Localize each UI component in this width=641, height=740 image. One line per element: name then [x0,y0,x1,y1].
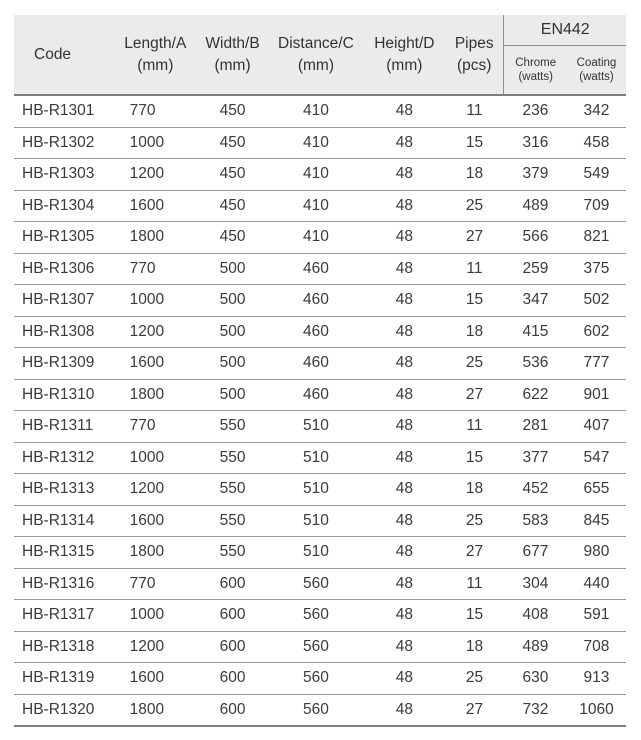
cell-width: 600 [197,694,268,726]
header-chrome [504,46,567,96]
header-distance [268,15,364,95]
cell-code: HB-R1313 [14,474,114,506]
header-pipes [445,15,504,95]
cell-coating-watts: 407 [567,411,626,443]
header-chrome-label: Chrome [515,57,557,69]
cell-width: 550 [197,411,268,443]
cell-pipes: 11 [445,568,504,600]
cell-pipes: 27 [445,379,504,411]
cell-length: 1600 [114,348,197,380]
cell-code: HB-R1312 [14,442,114,474]
cell-pipes: 18 [445,316,504,348]
cell-coating-watts: 980 [567,537,626,569]
table-row [14,411,626,443]
cell-length: 1600 [114,505,197,537]
cell-width: 600 [197,663,268,695]
cell-pipes: 25 [445,663,504,695]
cell-distance: 510 [268,505,364,537]
cell-height: 48 [364,537,445,569]
cell-width: 450 [197,159,268,191]
cell-pipes: 27 [445,537,504,569]
cell-pipes: 25 [445,505,504,537]
cell-height: 48 [364,694,445,726]
cell-chrome-watts: 452 [504,474,567,506]
cell-chrome-watts: 536 [504,348,567,380]
header-en442: EN442 [504,15,626,46]
table-row [14,253,626,285]
cell-chrome-watts: 379 [504,159,567,191]
cell-distance: 410 [268,95,364,127]
cell-height: 48 [364,442,445,474]
header-width-label: Width/B [205,34,260,52]
cell-pipes: 11 [445,253,504,285]
cell-pipes: 11 [445,411,504,443]
cell-chrome-watts: 236 [504,95,567,127]
cell-coating-watts: 602 [567,316,626,348]
cell-chrome-watts: 304 [504,568,567,600]
cell-chrome-watts: 281 [504,411,567,443]
cell-pipes: 15 [445,600,504,632]
cell-length: 1600 [114,190,197,222]
cell-pipes: 15 [445,285,504,317]
cell-code: HB-R1309 [14,348,114,380]
cell-length: 770 [114,253,197,285]
cell-chrome-watts: 347 [504,285,567,317]
cell-chrome-watts: 489 [504,190,567,222]
cell-code: HB-R1308 [14,316,114,348]
cell-height: 48 [364,474,445,506]
cell-length: 1800 [114,537,197,569]
cell-length: 770 [114,95,197,127]
cell-height: 48 [364,663,445,695]
cell-coating-watts: 591 [567,600,626,632]
table-row [14,600,626,632]
cell-width: 450 [197,95,268,127]
cell-coating-watts: 655 [567,474,626,506]
cell-code: HB-R1305 [14,222,114,254]
cell-width: 600 [197,600,268,632]
cell-code: HB-R1316 [14,568,114,600]
header-distance-label: Distance/C [278,34,354,52]
cell-length: 1800 [114,694,197,726]
cell-chrome-watts: 583 [504,505,567,537]
table-row [14,379,626,411]
table-row [14,222,626,254]
cell-code: HB-R1303 [14,159,114,191]
cell-code: HB-R1302 [14,127,114,159]
cell-width: 500 [197,316,268,348]
cell-distance: 560 [268,631,364,663]
cell-length: 1800 [114,222,197,254]
cell-pipes: 27 [445,694,504,726]
cell-length: 1000 [114,600,197,632]
cell-coating-watts: 440 [567,568,626,600]
table-row [14,316,626,348]
cell-code: HB-R1320 [14,694,114,726]
cell-distance: 460 [268,379,364,411]
cell-width: 550 [197,474,268,506]
cell-code: HB-R1315 [14,537,114,569]
cell-height: 48 [364,411,445,443]
cell-distance: 410 [268,190,364,222]
table-row [14,694,626,726]
radiator-spec-table [14,15,626,727]
cell-length: 1800 [114,379,197,411]
cell-height: 48 [364,600,445,632]
header-code: Code [14,15,114,95]
table-row [14,190,626,222]
cell-pipes: 15 [445,442,504,474]
table-row [14,95,626,127]
cell-code: HB-R1306 [14,253,114,285]
cell-height: 48 [364,505,445,537]
cell-length: 1000 [114,127,197,159]
cell-code: HB-R1319 [14,663,114,695]
cell-coating-watts: 845 [567,505,626,537]
cell-coating-watts: 1060 [567,694,626,726]
cell-height: 48 [364,631,445,663]
header-height-unit: (mm) [386,56,423,74]
header-coating [567,46,626,96]
cell-chrome-watts: 566 [504,222,567,254]
cell-pipes: 25 [445,190,504,222]
table-row [14,568,626,600]
table-body [14,95,626,726]
header-height [364,15,445,95]
table-row [14,285,626,317]
cell-distance: 410 [268,222,364,254]
table-row [14,348,626,380]
cell-width: 500 [197,285,268,317]
cell-coating-watts: 342 [567,95,626,127]
header-pipes-label: Pipes [454,34,494,52]
header-width-unit: (mm) [214,56,251,74]
cell-pipes: 15 [445,127,504,159]
cell-height: 48 [364,285,445,317]
cell-chrome-watts: 415 [504,316,567,348]
cell-width: 450 [197,190,268,222]
cell-width: 600 [197,631,268,663]
cell-distance: 510 [268,411,364,443]
cell-length: 1600 [114,663,197,695]
cell-code: HB-R1301 [14,95,114,127]
cell-pipes: 18 [445,159,504,191]
header-distance-unit: (mm) [297,56,334,74]
cell-distance: 510 [268,442,364,474]
cell-distance: 560 [268,694,364,726]
cell-coating-watts: 547 [567,442,626,474]
cell-width: 500 [197,253,268,285]
table-row [14,159,626,191]
cell-width: 600 [197,568,268,600]
cell-code: HB-R1317 [14,600,114,632]
header-coating-unit: (watts) [579,71,614,83]
header-length [114,15,197,95]
table-row [14,127,626,159]
cell-distance: 510 [268,474,364,506]
table-row [14,537,626,569]
cell-coating-watts: 821 [567,222,626,254]
cell-coating-watts: 777 [567,348,626,380]
cell-pipes: 18 [445,474,504,506]
cell-chrome-watts: 259 [504,253,567,285]
cell-distance: 460 [268,253,364,285]
cell-height: 48 [364,253,445,285]
cell-width: 550 [197,442,268,474]
cell-pipes: 27 [445,222,504,254]
cell-code: HB-R1318 [14,631,114,663]
cell-coating-watts: 549 [567,159,626,191]
header-height-label: Height/D [374,34,435,52]
cell-coating-watts: 709 [567,190,626,222]
table-row [14,505,626,537]
spec-table-container [14,15,626,727]
cell-chrome-watts: 316 [504,127,567,159]
table-row [14,631,626,663]
cell-pipes: 11 [445,95,504,127]
header-width [197,15,268,95]
cell-code: HB-R1310 [14,379,114,411]
cell-chrome-watts: 630 [504,663,567,695]
cell-height: 48 [364,159,445,191]
cell-width: 550 [197,505,268,537]
cell-chrome-watts: 677 [504,537,567,569]
cell-length: 770 [114,411,197,443]
cell-height: 48 [364,127,445,159]
cell-distance: 510 [268,537,364,569]
cell-code: HB-R1307 [14,285,114,317]
cell-length: 770 [114,568,197,600]
cell-distance: 460 [268,285,364,317]
cell-height: 48 [364,95,445,127]
header-coating-label: Coating [576,57,617,69]
cell-length: 1200 [114,316,197,348]
cell-height: 48 [364,568,445,600]
cell-height: 48 [364,379,445,411]
cell-chrome-watts: 622 [504,379,567,411]
cell-distance: 560 [268,663,364,695]
cell-height: 48 [364,222,445,254]
cell-chrome-watts: 377 [504,442,567,474]
cell-distance: 460 [268,348,364,380]
cell-length: 1200 [114,159,197,191]
cell-width: 450 [197,127,268,159]
header-length-label: Length/A [124,34,187,52]
table-row [14,442,626,474]
cell-width: 550 [197,537,268,569]
header-chrome-unit: (watts) [518,71,553,83]
cell-height: 48 [364,348,445,380]
cell-distance: 410 [268,159,364,191]
table-row [14,663,626,695]
cell-width: 500 [197,348,268,380]
cell-pipes: 25 [445,348,504,380]
cell-coating-watts: 913 [567,663,626,695]
cell-width: 500 [197,379,268,411]
cell-distance: 560 [268,600,364,632]
cell-coating-watts: 375 [567,253,626,285]
cell-chrome-watts: 408 [504,600,567,632]
header-length-unit: (mm) [137,56,174,74]
cell-distance: 560 [268,568,364,600]
header-pipes-unit: (pcs) [457,56,492,74]
cell-coating-watts: 901 [567,379,626,411]
cell-length: 1200 [114,631,197,663]
cell-length: 1200 [114,474,197,506]
cell-chrome-watts: 489 [504,631,567,663]
table-row [14,474,626,506]
cell-height: 48 [364,316,445,348]
table-header [14,15,626,95]
cell-distance: 460 [268,316,364,348]
cell-pipes: 18 [445,631,504,663]
cell-length: 1000 [114,285,197,317]
cell-coating-watts: 708 [567,631,626,663]
cell-length: 1000 [114,442,197,474]
cell-distance: 410 [268,127,364,159]
cell-width: 450 [197,222,268,254]
cell-coating-watts: 502 [567,285,626,317]
cell-code: HB-R1314 [14,505,114,537]
cell-code: HB-R1304 [14,190,114,222]
cell-chrome-watts: 732 [504,694,567,726]
cell-coating-watts: 458 [567,127,626,159]
cell-height: 48 [364,190,445,222]
cell-code: HB-R1311 [14,411,114,443]
